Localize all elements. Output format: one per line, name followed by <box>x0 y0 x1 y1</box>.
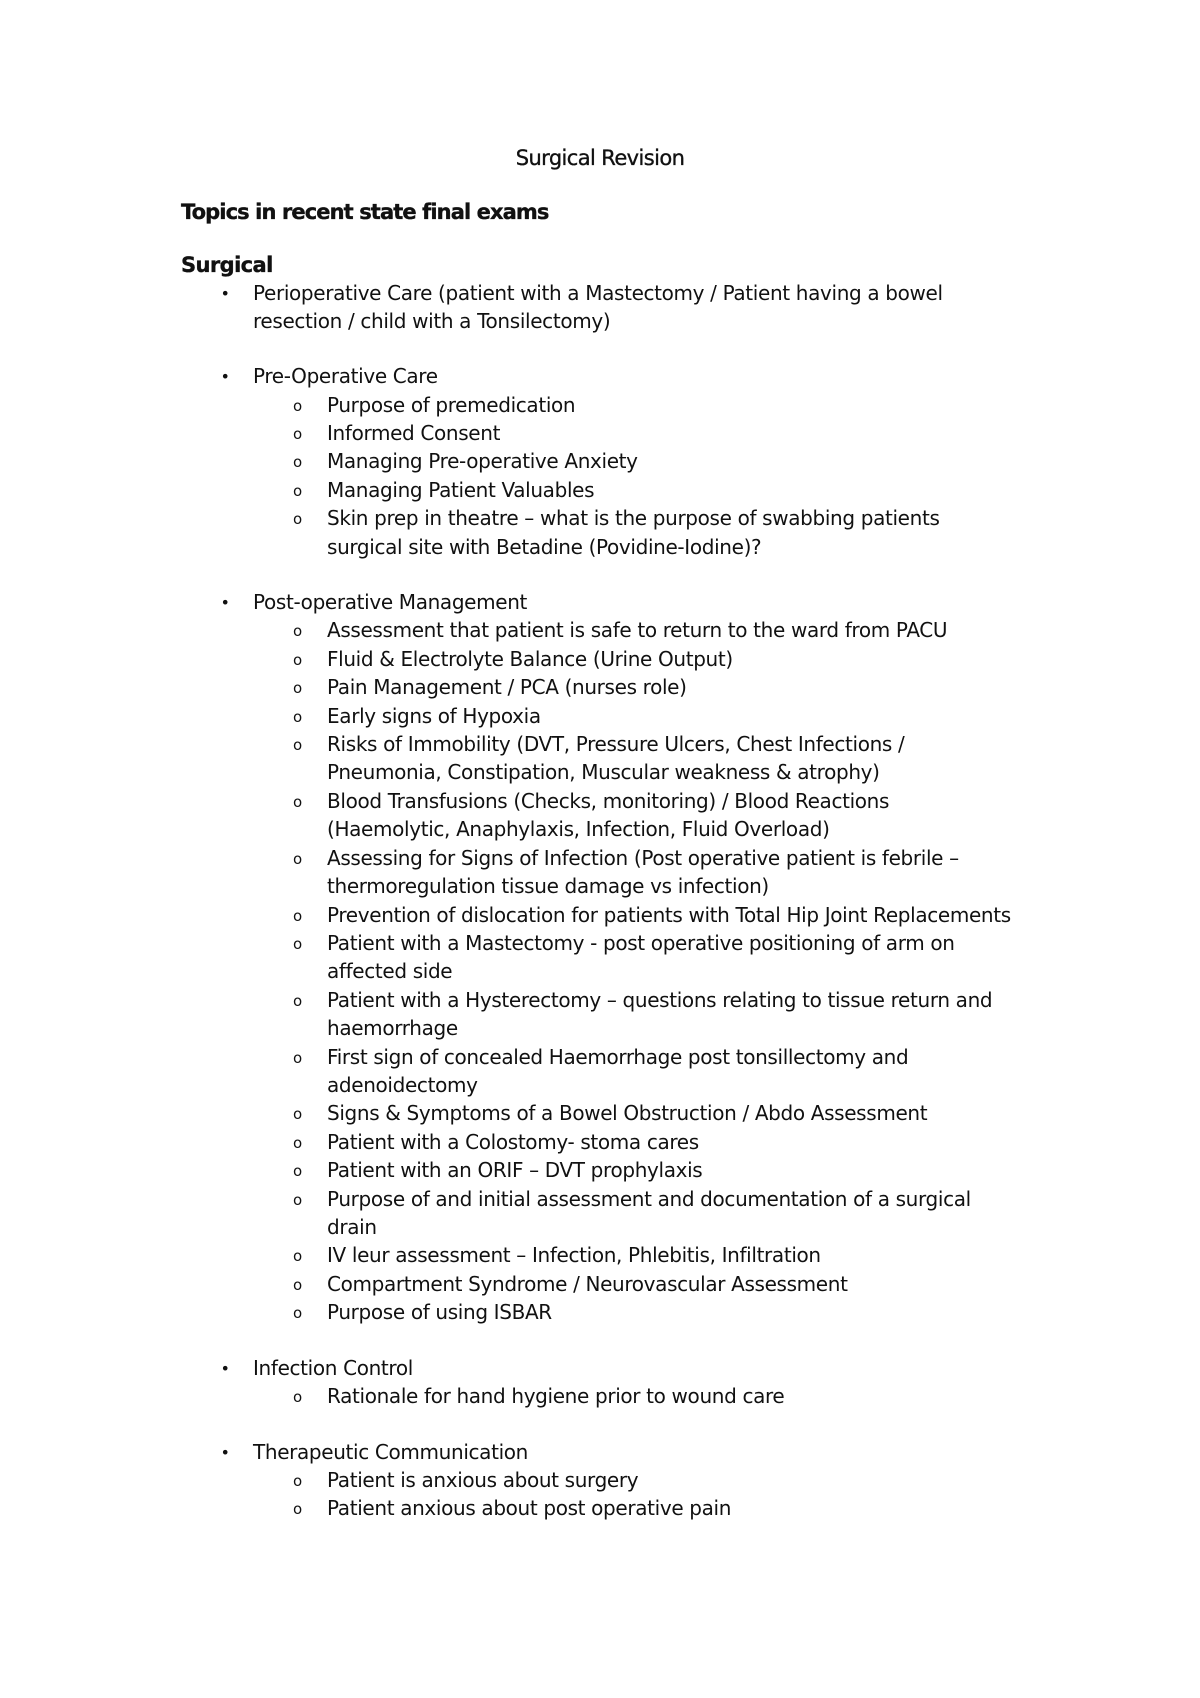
subtopic-item <box>293 1298 1017 1326</box>
sub-bullet-marker-icon: o <box>293 736 302 755</box>
sub-bullet-marker-icon: o <box>293 396 302 415</box>
subtopic-text: Purpose of and initial assessment and documentation of a surgical drain <box>327 1186 971 1239</box>
subtopic-item <box>293 844 1017 901</box>
topic-bullet-text: Infection Control <box>253 1355 413 1380</box>
subtopic-text: Prevention of dislocation for patients with Total Hip Joint Replacements <box>327 902 1011 927</box>
subtopic-text: Assessment that patient is safe to return to the ward from PACU <box>327 618 948 643</box>
subtopic-item <box>293 616 1017 644</box>
sub-bullet-marker-icon: o <box>293 1133 302 1152</box>
subtopic-item <box>293 1128 1017 1156</box>
subtopic-item <box>293 391 1017 419</box>
subtopic-text: Signs & Symptoms of a Bowel Obstruction / Abdo Assessment <box>327 1101 928 1126</box>
subtopic-item <box>293 1043 1017 1100</box>
sub-bullet-marker-icon: o <box>293 1190 302 1209</box>
sub-bullet-marker-icon: o <box>293 622 302 641</box>
bullet-marker-icon: • <box>220 367 230 386</box>
subtopic-item <box>293 986 1017 1043</box>
sub-bullet-marker-icon: o <box>293 510 302 529</box>
subtopic-item <box>293 702 1017 730</box>
subtopic-item <box>293 787 1017 844</box>
bullet-marker-icon: • <box>220 1442 230 1462</box>
subtopic-item <box>293 476 1017 504</box>
subtopic-item <box>293 1382 1017 1410</box>
sub-bullet-marker-icon: o <box>293 1048 302 1067</box>
topic-bullet <box>0 1355 1013 1411</box>
subtopic-text: Risks of Immobility (DVT, Pressure Ulcers, Chest Infections / Pneumonia, Constipation, Muscular weakness & atrophy) <box>327 732 905 785</box>
subtopic-item <box>293 901 1017 929</box>
topic-list-container <box>0 280 1200 1551</box>
subtopic-text: First sign of concealed Haemorrhage post tonsillectomy and adenoidectomy <box>327 1044 909 1097</box>
subtopic-text: Fluid & Electrolyte Balance (Urine Output) <box>327 646 733 671</box>
subtopic-item <box>293 1494 1017 1522</box>
sub-bullet-marker-icon: o <box>293 650 302 669</box>
subtopic-text: Patient anxious about post operative pain <box>327 1496 732 1521</box>
subtopic-text: Assessing for Signs of Infection (Post operative patient is febrile – thermoregulation tissue damage vs infection) <box>327 845 959 899</box>
subtopic-list <box>253 1466 1013 1523</box>
subtopic-item <box>293 730 1017 787</box>
topic-bullet <box>0 363 1013 561</box>
sub-bullet-marker-icon: o <box>293 453 302 472</box>
sub-bullet-marker-icon: o <box>293 906 302 925</box>
sub-bullet-marker-icon: o <box>293 1275 302 1294</box>
sub-bullet-marker-icon: o <box>293 849 302 868</box>
sub-bullet-marker-icon: o <box>293 1472 302 1490</box>
subtopic-text: Managing Patient Valuables <box>327 477 595 502</box>
subtopic-text: Managing Pre-operative Anxiety <box>327 449 638 474</box>
document-subtitle: Topics in recent state final exams <box>181 200 549 224</box>
sub-bullet-marker-icon: o <box>293 679 302 698</box>
subtopic-item <box>293 1156 1017 1184</box>
subtopic-item <box>293 447 1017 475</box>
sub-bullet-marker-icon: o <box>293 934 302 953</box>
subtopic-item <box>293 1241 1017 1269</box>
subtopic-text: Patient with an ORIF – DVT prophylaxis <box>327 1158 703 1183</box>
subtopic-text: Patient is anxious about surgery <box>327 1468 639 1492</box>
subtopic-text: Purpose of premedication <box>327 392 576 417</box>
subtopic-item <box>293 673 1017 701</box>
topic-bullet-text: Post-operative Management <box>253 589 528 614</box>
topic-list <box>0 280 1200 1523</box>
topic-bullet-text: Therapeutic Communication <box>253 1439 528 1464</box>
subtopic-text: Purpose of using ISBAR <box>327 1300 552 1325</box>
subtopic-text: Rationale for hand hygiene prior to wound care <box>327 1384 785 1409</box>
subtopic-item <box>293 419 1017 447</box>
subtopic-text: Blood Transfusions (Checks, monitoring) / Blood Reactions (Haemolytic, Anaphylaxis, Infection, Fluid Overload) <box>327 788 890 842</box>
subtopic-list <box>253 391 1013 561</box>
sub-bullet-marker-icon: o <box>293 1304 302 1323</box>
sub-bullet-marker-icon: o <box>293 1388 302 1407</box>
subtopic-item <box>293 1099 1017 1127</box>
sub-bullet-marker-icon: o <box>293 424 302 443</box>
subtopic-text: Patient with a Colostomy- stoma cares <box>327 1129 699 1154</box>
subtopic-item <box>293 1466 1017 1494</box>
topic-bullet-text: Pre-Operative Care <box>253 364 438 388</box>
sub-bullet-marker-icon: o <box>293 1500 302 1519</box>
subtopic-list <box>253 1382 1013 1410</box>
subtopic-item <box>293 504 1017 561</box>
sub-bullet-marker-icon: o <box>293 1162 302 1181</box>
topic-bullet <box>0 1439 1013 1523</box>
subtopic-text: Pain Management / PCA (nurses role) <box>327 675 687 700</box>
sub-bullet-marker-icon: o <box>293 1247 302 1266</box>
sub-bullet-marker-icon: o <box>293 707 302 726</box>
subtopic-text: Patient with a Mastectomy - post operative positioning of arm on affected side <box>327 930 955 984</box>
topic-bullet <box>0 589 1013 1327</box>
topic-bullet-text: Perioperative Care (patient with a Mastectomy / Patient having a bowel resection / child with a Tonsilectomy) <box>253 281 943 333</box>
bullet-marker-icon: • <box>220 1358 230 1378</box>
subtopic-text: IV leur assessment – Infection, Phlebitis, Infiltration <box>327 1243 821 1268</box>
subtopic-text: Compartment Syndrome / Neurovascular Assessment <box>327 1271 848 1296</box>
subtopic-text: Early signs of Hypoxia <box>327 703 541 728</box>
sub-bullet-marker-icon: o <box>293 481 302 500</box>
bullet-marker-icon: • <box>220 592 230 612</box>
sub-bullet-marker-icon: o <box>293 1105 302 1124</box>
sub-bullet-marker-icon: o <box>293 792 302 811</box>
sub-bullet-marker-icon: o <box>293 991 302 1010</box>
bullet-marker-icon: • <box>220 284 230 303</box>
topic-bullet <box>0 280 1013 335</box>
subtopic-text: Skin prep in theatre – what is the purpose of swabbing patients surgical site with Betadine (Povidine-Iodine)? <box>327 506 940 559</box>
section-heading-surgical: Surgical <box>181 253 273 277</box>
subtopic-list <box>253 616 1013 1326</box>
document-title: Surgical Revision <box>515 146 685 170</box>
subtopic-item <box>293 929 1017 986</box>
subtopic-item <box>293 1185 1017 1242</box>
subtopic-text: Informed Consent <box>327 420 501 445</box>
subtopic-item <box>293 1270 1017 1298</box>
subtopic-text: Patient with a Hysterectomy – questions relating to tissue return and haemorrhage <box>327 987 993 1041</box>
subtopic-item <box>293 645 1017 673</box>
